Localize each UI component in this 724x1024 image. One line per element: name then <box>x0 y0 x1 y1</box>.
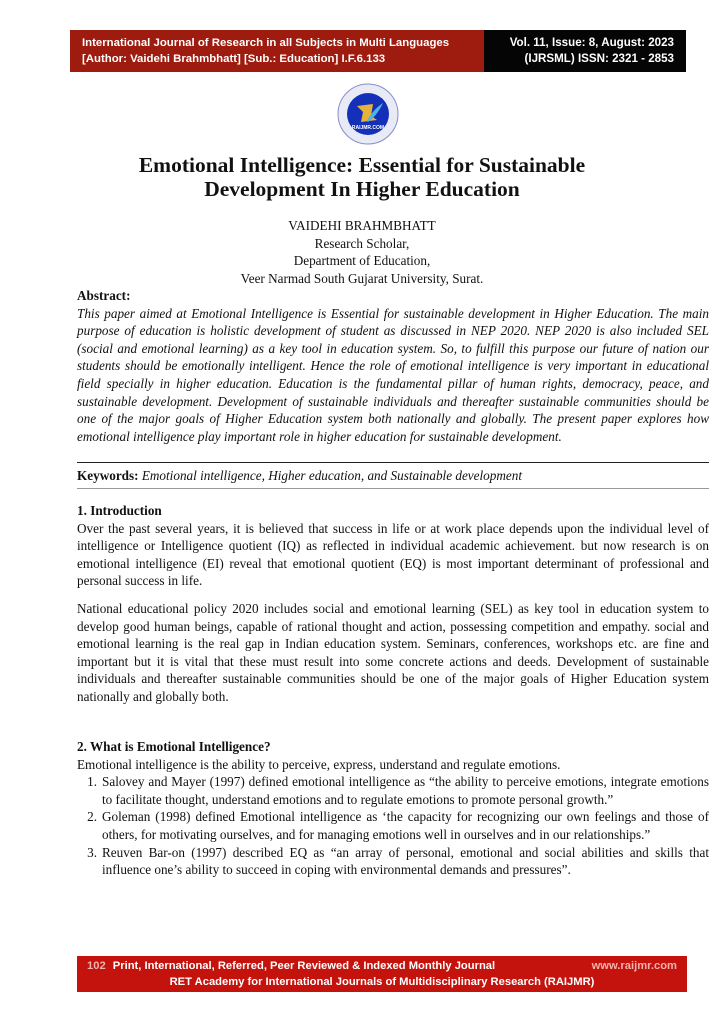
title-line-1: Emotional Intelligence: Essential for Sustainable <box>138 153 586 177</box>
title-line-2: Development In Higher Education <box>204 177 520 201</box>
journal-url-link[interactable]: www.raijmr.com <box>591 960 677 972</box>
paper-title <box>100 153 624 201</box>
abstract <box>77 287 709 445</box>
list-text: Salovey and Mayer (1997) defined emotional intelligence as “the ability to perceive emotions, integrate emotions to facilitate thought, understand emotions and to regulate emotions to promote personal growth.” <box>102 774 709 807</box>
abstract-label: Abstract: <box>77 288 131 303</box>
section-title: 2. What is Emotional Intelligence? <box>77 739 271 754</box>
journal-name: International Journal of Research in all Subjects in Multi Languages <box>82 37 450 49</box>
section-title: 1. Introduction <box>77 503 162 518</box>
section-introduction-cont <box>77 600 709 706</box>
keywords-label: Keywords: <box>77 468 139 483</box>
paragraph: Emotional intelligence is the ability to perceive, express, understand and regulate emotions. <box>77 756 561 772</box>
author-subject-info: [Author: Vaidehi Brahmbhatt] [Sub.: Education] I.F.6.133 <box>82 53 386 65</box>
footer-publisher: RET Academy for International Journals of Multidisciplinary Research (RAIJMR) <box>169 976 595 988</box>
list-number: 2. <box>87 809 97 825</box>
list-text: Goleman (1998) defined Emotional intelligence as ‘the capacity for recognizing our own feelings and those of others, for motivating ourselves, and for managing emotions well in ourselves and in our relationships.” <box>102 809 709 842</box>
keywords <box>77 467 709 484</box>
journal-seal-icon <box>337 83 399 145</box>
list-text: Reuven Bar-on (1997) described EQ as “an array of personal, emotional and social abilities and skills that influence one’s ability to succeed in coping with environmental demands and pressures”. <box>102 844 709 878</box>
paragraph: Over the past several years, it is believed that success in life or at work place depends upon the individual level of intelligence or Intelligence quotient (IQ) as reflected in individual academic achievement. but now research is on emotional intelligence (EI) reveal that emotional quotient (EQ) is most important determinant of professional and personal success in life. <box>77 520 709 589</box>
page-number: 102 <box>87 960 106 972</box>
journal-footer <box>77 956 687 992</box>
list-item <box>77 844 709 879</box>
keywords-text: Emotional intelligence, Higher education, and Sustainable development <box>141 468 523 483</box>
keywords-divider-bottom <box>77 488 709 489</box>
definitions-list <box>77 773 709 879</box>
header-issue-info <box>484 30 686 72</box>
author-block <box>150 217 574 287</box>
logo-text: RAIJMR.COM <box>351 125 385 131</box>
list-item <box>77 808 709 843</box>
list-number: 1. <box>87 774 97 790</box>
list-number: 3. <box>87 844 97 860</box>
header-journal-info <box>70 30 484 72</box>
author-university: Veer Narmad South Gujarat University, Surat. <box>240 270 484 286</box>
author-department: Department of Education, <box>293 253 431 268</box>
list-item <box>77 773 709 808</box>
keywords-divider-top <box>77 462 709 463</box>
footer-tagline: Print, International, Referred, Peer Reviewed & Indexed Monthly Journal <box>112 960 496 972</box>
abstract-text: This paper aimed at Emotional Intelligence is Essential for sustainable development in Higher Education. The main purpose of education is holistic development of student as discussed in NEP 2020. NEP 2020 is also included SEL (social and emotional learning) as a key tool in education system. So, to fulfill this purpose our future of nation our students should be emotionally intelligent. Hence the role of emotional intelligence is very important in educational field specially in higher education. Education is the fundamental pillar of human rights, democracy, peace, and sustainable development. Development of sustainable individuals and thereafter sustainable communities should be one of the major goals of Higher Education system both nationally and globally. The present paper explores how emotional intelligence play important role in higher education for sustainable development. <box>77 305 709 444</box>
section-what-is-ei <box>77 738 709 879</box>
author-role: Research Scholar, <box>314 235 410 251</box>
issn-info: (IJRSML) ISSN: 2321 - 2853 <box>524 52 674 65</box>
issue-info: Vol. 11, Issue: 8, August: 2023 <box>509 36 674 49</box>
section-introduction <box>77 502 709 590</box>
author-name: VAIDEHI BRAHMBHATT <box>288 218 436 233</box>
paragraph: National educational policy 2020 includes social and emotional learning (SEL) as key tool in education system to develop good human beings, capable of rational thought and action, possessing competition and empathy. social and emotional learning is the real gap in Indian education system. Seminars, conferences, workshops etc. are fine and important but it is vital that these must result into some concrete actions and deeds. Development of sustainable individuals and thereafter sustainable communities should be one of the major goals of Higher Education system nationally and globally both. <box>77 601 709 704</box>
journal-header <box>70 30 686 72</box>
